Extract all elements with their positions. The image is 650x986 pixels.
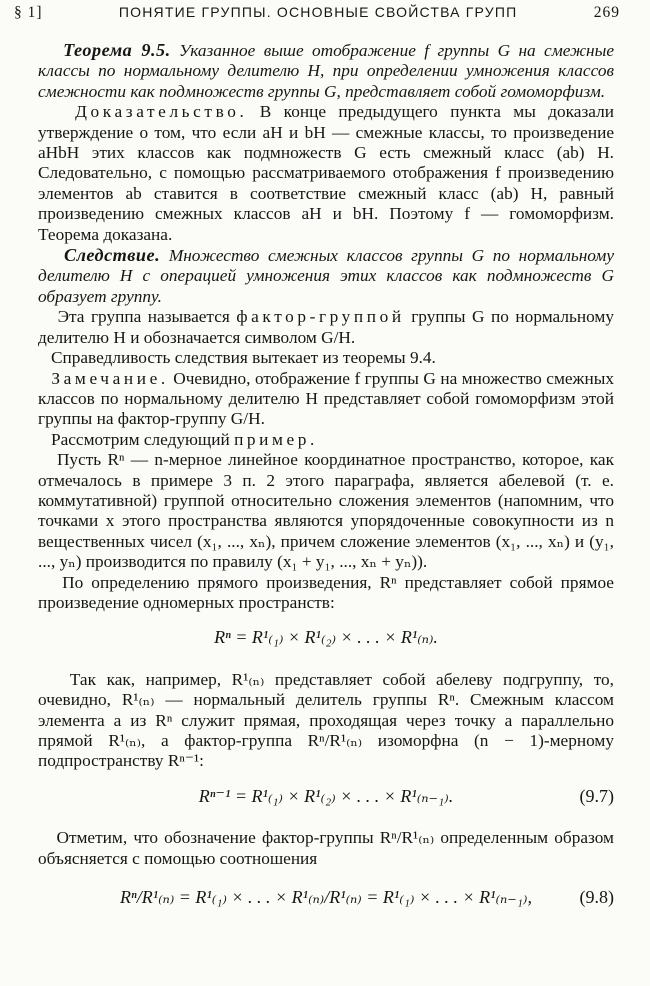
formula-9-7-expression: Rⁿ⁻¹ = R¹₍₁₎ × R¹₍₂₎ × . . . × R¹₍ₙ₋₁₎.	[198, 785, 454, 806]
example-intro-paragraph	[38, 430, 614, 450]
notation-text: Отметим, что обозначение фактор-группы Rⁿ/R¹₍ₙ₎ определенным образом объясняется с помощью соотношения	[38, 828, 614, 868]
rn-space-paragraph	[38, 450, 614, 572]
theorem-paragraph	[38, 40, 614, 102]
rn-space-text: Пусть Rⁿ — n-мерное линейное координатное пространство, которое, как отмечалось в примере 3 п. 2 этого параграфа, является абелевой (т. е. коммутативной) группой относительно сложения элементов (напомним, что точками x этого пространства являются упорядоченные совокупности из n вещественных чисел (x₁, ..., xₙ), причем сложение элементов (x₁, ..., xₙ) и (y₁, ..., yₙ) производится по правилу (x₁ + y₁, ..., xₙ + yₙ)).	[38, 450, 614, 572]
formula-9-8-expression: Rⁿ/R¹₍ₙ₎ = R¹₍₁₎ × . . . × R¹₍ₙ₎/R¹₍ₙ₎ = R¹₍₁₎ × . . . × R¹₍ₙ₋₁₎,	[120, 887, 532, 908]
running-header	[14, 4, 620, 26]
page-body	[38, 40, 614, 907]
corollary-text: Множество смежных классов группы G по нормальному делителю H с операцией умножения этих классов как подмножеств G образует группу.	[38, 246, 614, 306]
validity-paragraph	[38, 348, 614, 368]
formula-9-7	[38, 786, 614, 806]
formula-9-8	[38, 887, 614, 907]
running-title: ПОНЯТИЕ ГРУППЫ. ОСНОВНЫЕ СВОЙСТВА ГРУПП	[118, 4, 518, 20]
example-term: пример.	[234, 429, 318, 449]
proof-label: Доказательство.	[75, 102, 248, 122]
proof-text: В конце предыдущего пункта мы доказали утверждение о том, что если aH и bH — смежные классы, то произведение aHbH этих классов как подмножеств G есть смежный класс (ab) H. Следовательно, с помощью рассматриваемого отображения f произведению элементов ab ставится в соответствие смежный класс (ab) H, равный произведению смежных классов aH и bH. Поэтому f — гомоморфизм. Теорема доказана.	[38, 102, 614, 244]
page-number: 269	[593, 4, 620, 21]
notation-paragraph	[38, 828, 614, 869]
direct-product-text: По определению прямого произведения, Rⁿ представляет собой прямое произведение одномерных пространств:	[38, 572, 614, 612]
example-intro-text: Рассмотрим следующий	[50, 429, 230, 449]
equation-number-9-8: (9.8)	[579, 887, 614, 908]
theorem-label: Теорема 9.5.	[63, 40, 171, 60]
proof-paragraph	[38, 102, 614, 245]
factor-group-paragraph	[38, 307, 614, 348]
equation-number-9-7: (9.7)	[579, 785, 614, 806]
theorem-text: Указанное выше отображение f группы G на смежные классы по нормальному делителю H, при определении умножения классов смежности как подмножеств группы G, представляет собой гомоморфизм.	[38, 41, 614, 101]
direct-product-paragraph	[38, 573, 614, 614]
formula-rn-product: Rⁿ = R¹₍₁₎ × R¹₍₂₎ × . . . × R¹₍ₙ₎.	[214, 627, 438, 648]
corollary-paragraph	[38, 245, 614, 307]
remark-paragraph	[38, 369, 614, 430]
normal-divisor-paragraph	[38, 670, 614, 772]
normal-divisor-text: Так как, например, R¹₍ₙ₎ представляет собой абелеву подгруппу, то, очевидно, R¹₍ₙ₎ — нормальный делитель группы Rⁿ. Смежным классом элемента a из Rⁿ служит прямая, проходящая через точку a параллельно прямой R¹₍ₙ₎, а фактор-группа Rⁿ/R¹₍ₙ₎ изоморфна (n − 1)-мерному подпространству Rⁿ⁻¹:	[38, 669, 614, 771]
section-mark: § 1]	[14, 4, 43, 21]
validity-text: Справедливость следствия вытекает из теоремы 9.4.	[50, 348, 436, 368]
factor-group-text-after: группы G по нормальному делителю H и обозначается символом G/H.	[38, 307, 614, 347]
remark-label: Замечание.	[51, 368, 169, 388]
remark-text: Очевидно, отображение f группы G на множество смежных классов по нормальному делителю H представляет собой гомоморфизм этой группы на фактор-группу G/H.	[38, 368, 614, 429]
factor-group-term: фактор-группой	[236, 307, 405, 327]
factor-group-text-before: Эта группа называется	[57, 307, 230, 327]
corollary-label: Следствие.	[63, 245, 161, 266]
